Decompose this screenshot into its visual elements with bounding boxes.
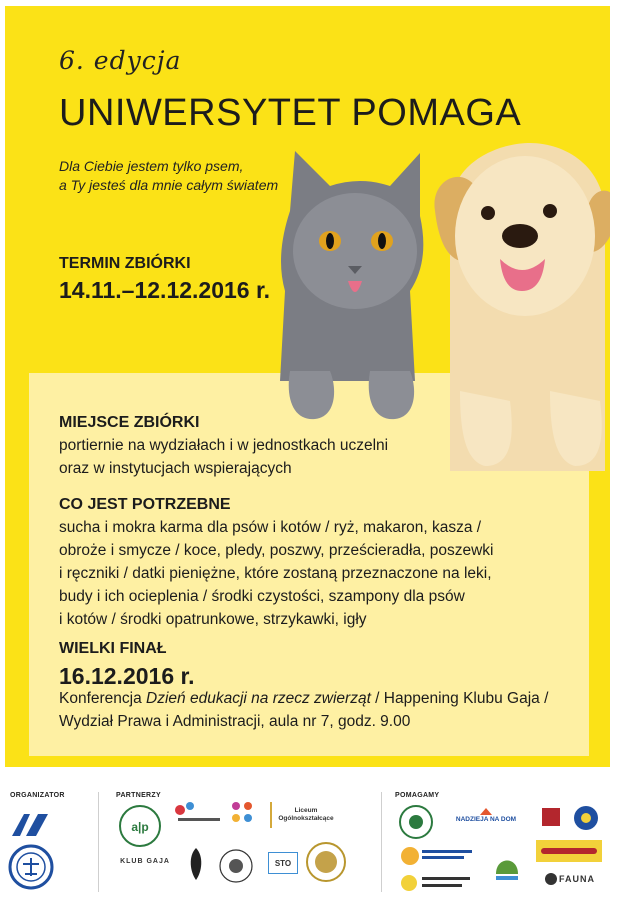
place-line-1: portiernie na wydziałach i w jednostkach uczelni <box>59 437 389 454</box>
dog-image <box>434 143 610 471</box>
school-seal-logo <box>214 848 258 884</box>
final-text <box>59 687 548 733</box>
law-faculty-logo <box>8 844 54 890</box>
paw-icon <box>479 806 493 816</box>
liceum-line-1: Liceum <box>294 807 318 814</box>
fauna-icon <box>543 872 559 886</box>
footer-divider <box>98 792 99 892</box>
poster <box>5 6 610 767</box>
needs-line-1: sucha i mokra karma dla psów i kotów / ryż, makaron, kasza / <box>59 519 482 536</box>
quote-line-1: Dla Ciebie jestem tylko psem, <box>59 158 244 174</box>
partner-seal-logo <box>118 804 162 848</box>
sto-logo: STO <box>268 852 298 874</box>
final-label: WIELKI FINAŁ <box>59 640 167 657</box>
poster-title: UNIWERSYTET POMAGA <box>59 92 522 134</box>
helpers-label: POMAGAMY <box>395 792 440 799</box>
shelter-seal-logo <box>398 804 434 840</box>
needs-line-3: i ręczniki / datki pieniężne, które zostaną przeznaczone na leki, <box>59 565 492 582</box>
fauna-text: FAUNA <box>559 874 595 884</box>
needs-text <box>59 516 493 631</box>
liceum-logo <box>270 802 340 828</box>
nadzieja-text: NADZIEJA NA DOM <box>455 815 517 823</box>
cat-image <box>280 151 423 419</box>
footer-divider <box>381 792 382 892</box>
edition-label: 6. edycja <box>59 46 182 75</box>
final-line-1 <box>59 687 548 710</box>
shelter-logo <box>400 844 476 868</box>
final-line-2: Wydział Prawa i Administracji, aula nr 7, godz. 9.00 <box>59 713 411 730</box>
sponsors-footer <box>0 768 619 900</box>
svg-text:a|p: a|p <box>131 820 149 834</box>
animal-rescue-logo <box>540 806 562 828</box>
partners-label: PARTNERZY <box>116 792 161 799</box>
place-label: MIEJSCE ZBIÓRKI <box>59 414 200 431</box>
final-line-1-event: Dzień edukacji na rzecz zwierząt <box>146 690 371 707</box>
dots-logo <box>228 800 258 824</box>
final-line-1-prefix: Konferencja <box>59 690 147 707</box>
needs-line-2: obroże i smycze / koce, pledy, poszwy, prześcieradła, poszewki <box>59 542 494 559</box>
final-line-1-suffix: / Happening Klubu Gaja / <box>370 690 549 707</box>
cat-and-dog-image <box>260 141 610 471</box>
place-line-2: oraz w instytucjach wspierających <box>59 460 292 477</box>
nadzieja-na-dom-logo <box>450 800 522 828</box>
incubator-logo <box>170 798 226 828</box>
needs-label: CO JEST POTRZEBNE <box>59 496 231 513</box>
organizer-label: ORGANIZATOR <box>10 792 65 799</box>
potulmnie-wordmark-icon <box>539 844 599 858</box>
police-badge-logo <box>572 804 600 832</box>
klub-gaja-logo: KLUB GAJA <box>120 857 170 865</box>
final-date: 16.12.2016 r. <box>59 663 195 689</box>
place-text <box>59 434 388 480</box>
fauna-logo <box>536 868 602 890</box>
needs-line-5: i kotów / środki opatrunkowe, strzykawki, igły <box>59 611 367 628</box>
liceum-line-2: Ogólnokształcące <box>278 815 334 822</box>
quote-line-2: a Ty jesteś dla mnie całym światem <box>59 177 279 193</box>
term-label: TERMIN ZBIÓRKI <box>59 255 191 272</box>
shelter-kids-logo <box>400 872 474 894</box>
term-dates: 14.11.–12.12.2016 r. <box>59 277 271 303</box>
university-logo <box>10 808 50 840</box>
feather-logo <box>186 846 206 882</box>
needs-line-4: budy i ich ocieplenia / środki czystości, szampony dla psów <box>59 588 465 605</box>
emblem-logo <box>304 840 348 884</box>
potulmnie-logo <box>536 840 602 862</box>
dog-shelter-logo <box>492 844 522 884</box>
